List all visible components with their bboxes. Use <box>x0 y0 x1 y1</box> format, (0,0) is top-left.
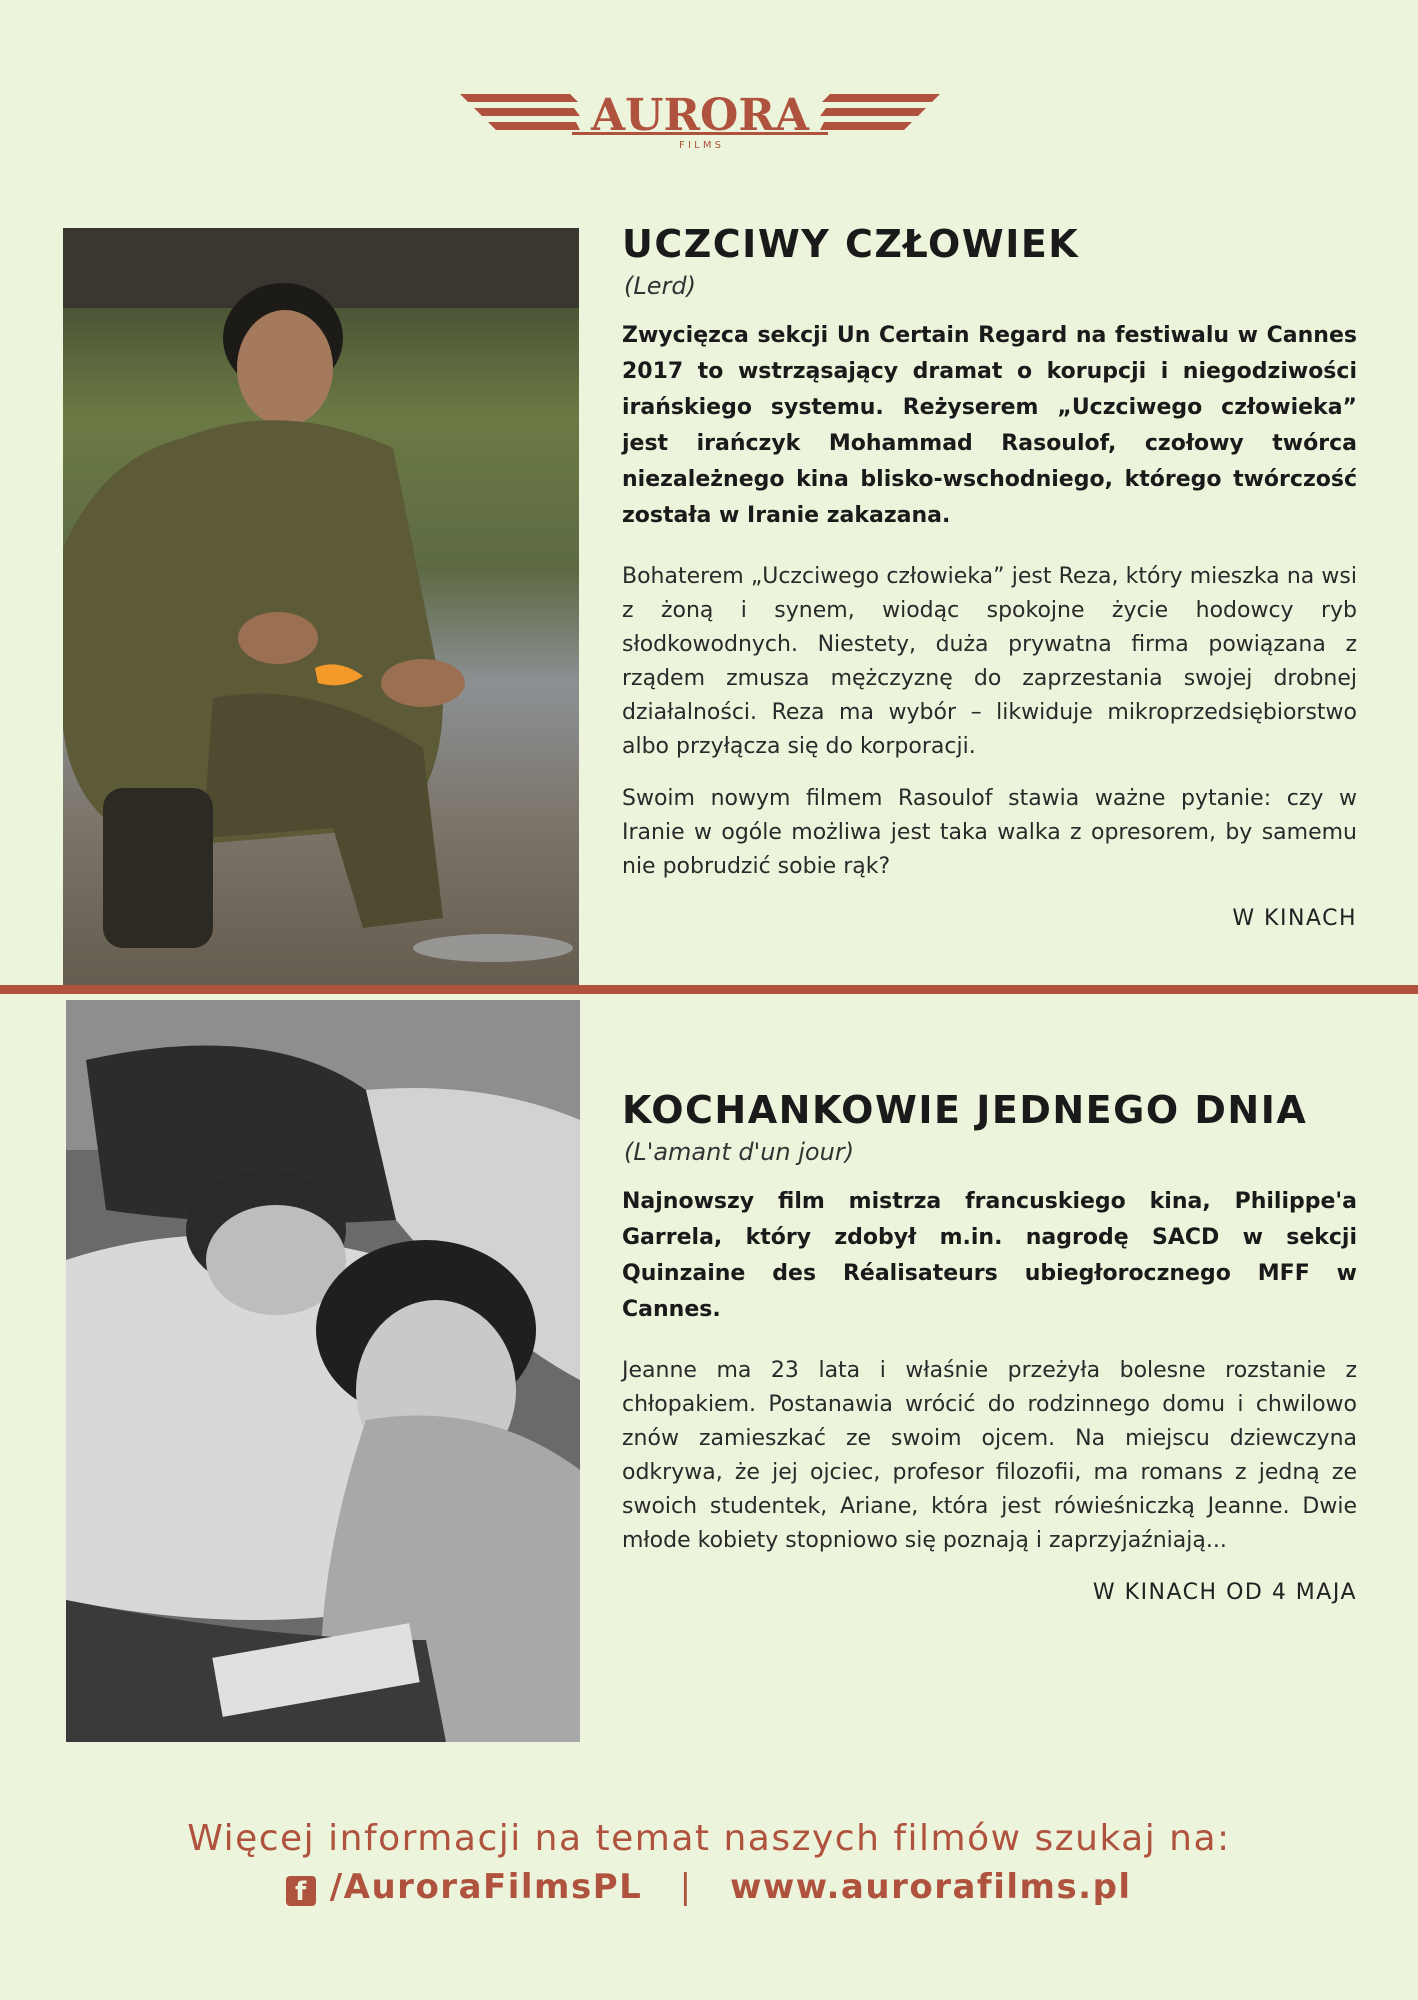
film-lead: Zwycięzca sekcji Un Certain Regard na festiwalu w Cannes 2017 to wstrząsający dramat o korupcji i niegodziwości irańskiego systemu. Reżyserem „Uczciwego człowieka” jest irańczyk Mohammad Rasoulof, czołowy twórca niezależnego kina blisko-wschodniego, którego twórczość została w Iranie zakazana. <box>622 323 1357 528</box>
film-still-kochankowie-jednego-dnia <box>66 1000 580 1742</box>
film-lead: Najnowszy film mistrza francuskiego kina, Philippe'a Garrela, który zdobył m.in. nagrodę SACD w sekcji Quinzaine des Réalisateurs ubiegłorocznego MFF w Cannes. <box>622 1189 1357 1322</box>
film-original-title: (Lerd) <box>624 272 696 300</box>
facebook-icon: f <box>286 1876 316 1906</box>
logo-subtext: F I L M S <box>679 140 721 150</box>
film-original-title: (L'amant d'un jour) <box>624 1138 855 1166</box>
film-paragraph: Swoim nowym filmem Rasoulof stawia ważne pytanie: czy w Iranie w ogóle możliwa jest taka walka z opresorem, by samemu nie pobrudzić sobie rąk? <box>622 786 1357 879</box>
film-still-uczciwy-czlowiek <box>63 228 579 988</box>
film-block-uczciwy-czlowiek <box>622 222 1357 931</box>
film-block-kochankowie-jednego-dnia <box>622 1088 1357 1605</box>
film-release: W KINACH <box>1232 906 1357 931</box>
aurora-logo <box>460 88 940 150</box>
film-title: KOCHANKOWIE JEDNEGO DNIA <box>622 1088 1308 1132</box>
footer-separator: | <box>679 1867 693 1907</box>
film-paragraph: Jeanne ma 23 lata i właśnie przeżyła bolesne rozstanie z chłopakiem. Postanawia wrócić do rodzinnego domu i chwilowo znów zamieszkać ze swoim ojcem. Na miejscu dziewczyna odkrywa, że jej ojciec, profesor filozofii, ma romans z jedną ze swoich studentek, Ariane, która jest rówieśniczką Jeanne. Dwie młode kobiety stopniowo się poznają i zaprzyjaźniają... <box>622 1358 1357 1553</box>
facebook-link[interactable]: /AuroraFilmsPL <box>329 1867 643 1907</box>
footer-links <box>0 1867 1418 1907</box>
film-paragraph: Bohaterem „Uczciwego człowieka” jest Reza, który mieszka na wsi z żoną i synem, wiodąc spokojne życie hodowcy ryb słodkowodnych. Niestety, duża prywatna firma powiązana z rządem zmusza mężczyznę do zaprzestania swojej drobnej działalności. Reza ma wybór – likwiduje mikroprzedsiębiorstwo albo przyłącza się do korporacji. <box>622 564 1357 759</box>
section-divider <box>0 985 1418 994</box>
more-info-text: Więcej informacji na temat naszych filmów szukaj na: <box>187 1818 1231 1859</box>
footer <box>0 1818 1418 1907</box>
website-link[interactable]: www.aurorafilms.pl <box>729 1867 1132 1907</box>
film-release: W KINACH OD 4 MAJA <box>1092 1580 1357 1605</box>
logo-text: AURORA <box>590 90 810 141</box>
film-title: UCZCIWY CZŁOWIEK <box>622 222 1080 266</box>
